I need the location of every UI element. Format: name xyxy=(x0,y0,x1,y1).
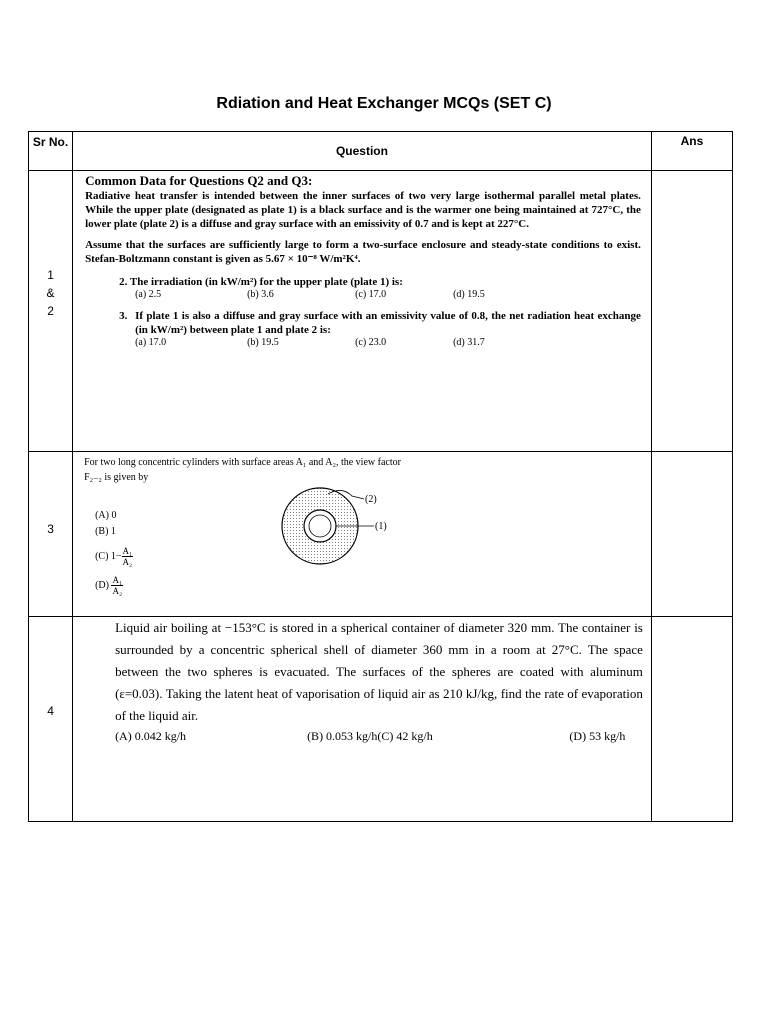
page-title: Rdiation and Heat Exchanger MCQs (SET C) xyxy=(216,95,552,112)
ans-cell xyxy=(651,617,732,822)
table-header-row xyxy=(29,132,733,171)
common-data-heading: Common Data for Questions Q2 and Q3: xyxy=(85,173,313,188)
question-2 xyxy=(119,275,641,289)
header-sr-no: Sr No. xyxy=(29,132,73,171)
sr-cell xyxy=(29,617,73,822)
sr-number: 4 xyxy=(47,704,54,718)
option: (a) 17.0 xyxy=(135,337,167,348)
header-ans: Ans xyxy=(651,132,732,171)
sr-cell xyxy=(29,171,73,452)
ans-cell xyxy=(651,452,732,617)
question-text: Liquid air boiling at −153°C is stored in a spherical container of diameter 320 mm. The container is surrounded by a concentric spherical shell of diameter 360 mm in a room at 27°C. The space between the two spheres is evacuated. The surfaces of the spheres are coated with aluminum (ε=0.03). Taking the latent heat of vaporisation of liquid air as 210 kJ/kg, find the rate of evaporation of the liquid air. xyxy=(115,620,643,723)
question-text: The irradiation (in kW/m²) for the upper plate (plate 1) is: xyxy=(129,276,403,288)
question-paragraph: Assume that the surfaces are sufficiently large to form a two-surface enclosure and steady-state conditions to exist. Stefan-Boltzmann constant is given as 5.67 × 10⁻⁸ W/m²K⁴. xyxy=(85,239,641,265)
table-row xyxy=(29,171,733,452)
option: (c) 23.0 xyxy=(355,337,387,348)
ans-cell xyxy=(651,171,732,452)
label-inner: (1) xyxy=(375,521,387,532)
concentric-cylinders-figure xyxy=(268,484,398,574)
sr-number: 2 xyxy=(47,304,54,318)
mcq-table xyxy=(28,131,733,822)
sr-cell xyxy=(29,452,73,617)
option: (B) 1 xyxy=(95,526,116,537)
option: (A) 0.042 kg/h xyxy=(115,729,187,743)
question-cell xyxy=(73,452,652,617)
question-3 xyxy=(119,309,641,337)
question-cell xyxy=(73,617,652,822)
option: (c) 17.0 xyxy=(355,289,387,300)
sr-number: 3 xyxy=(47,522,54,536)
table-row xyxy=(29,617,733,822)
question-number: 2. xyxy=(119,276,128,288)
sr-number: & xyxy=(46,286,55,300)
question-text: For two long concentric cylinders with surface areas A₁ and A₂, the view factor F₂₋₂ is given by xyxy=(84,457,401,483)
question-paragraph: Radiative heat transfer is intended between the inner surfaces of two very large isothermal parallel metal plates. While the upper plate (designated as plate 1) is a black surface and is the warmer one being maintained at 727°C, the lower plate (plate 2) is a diffuse and gray surface with an emissivity of 0.7 and is kept at 227°C. xyxy=(85,190,641,230)
option: (C) 42 kg/h xyxy=(377,729,433,743)
label-outer: (2) xyxy=(365,494,377,505)
question-text: If plate 1 is also a diffuse and gray surface with an emissivity value of 0.8, the net radiation heat exchange (in kW/m²) between plate 1 and plate 2 is: xyxy=(135,310,641,336)
options-q2 xyxy=(135,289,641,300)
option: (d) 31.7 xyxy=(453,337,485,348)
option: (d) 19.5 xyxy=(453,289,485,300)
options-list xyxy=(95,508,133,596)
option: (D) 53 kg/h xyxy=(569,729,626,743)
option: (b) 19.5 xyxy=(247,337,279,348)
question-cell xyxy=(73,171,652,452)
option: (b) 3.6 xyxy=(247,289,274,300)
option: (a) 2.5 xyxy=(135,289,162,300)
question-number: 3. xyxy=(119,310,128,322)
option: (C) 1− $\frac{\text{A₁}}{\text{A₂}}$ xyxy=(95,546,133,567)
options-list xyxy=(115,727,643,745)
option: (B) 0.053 kg/h xyxy=(307,729,378,743)
header-question: Question xyxy=(73,132,652,171)
options-q3 xyxy=(135,337,641,348)
option: (A) 0 xyxy=(95,510,117,521)
option: (D) $\frac{\text{A₁}}{\text{A₂}}$ xyxy=(95,575,123,596)
sr-number: 1 xyxy=(47,268,54,282)
table-row xyxy=(29,452,733,617)
